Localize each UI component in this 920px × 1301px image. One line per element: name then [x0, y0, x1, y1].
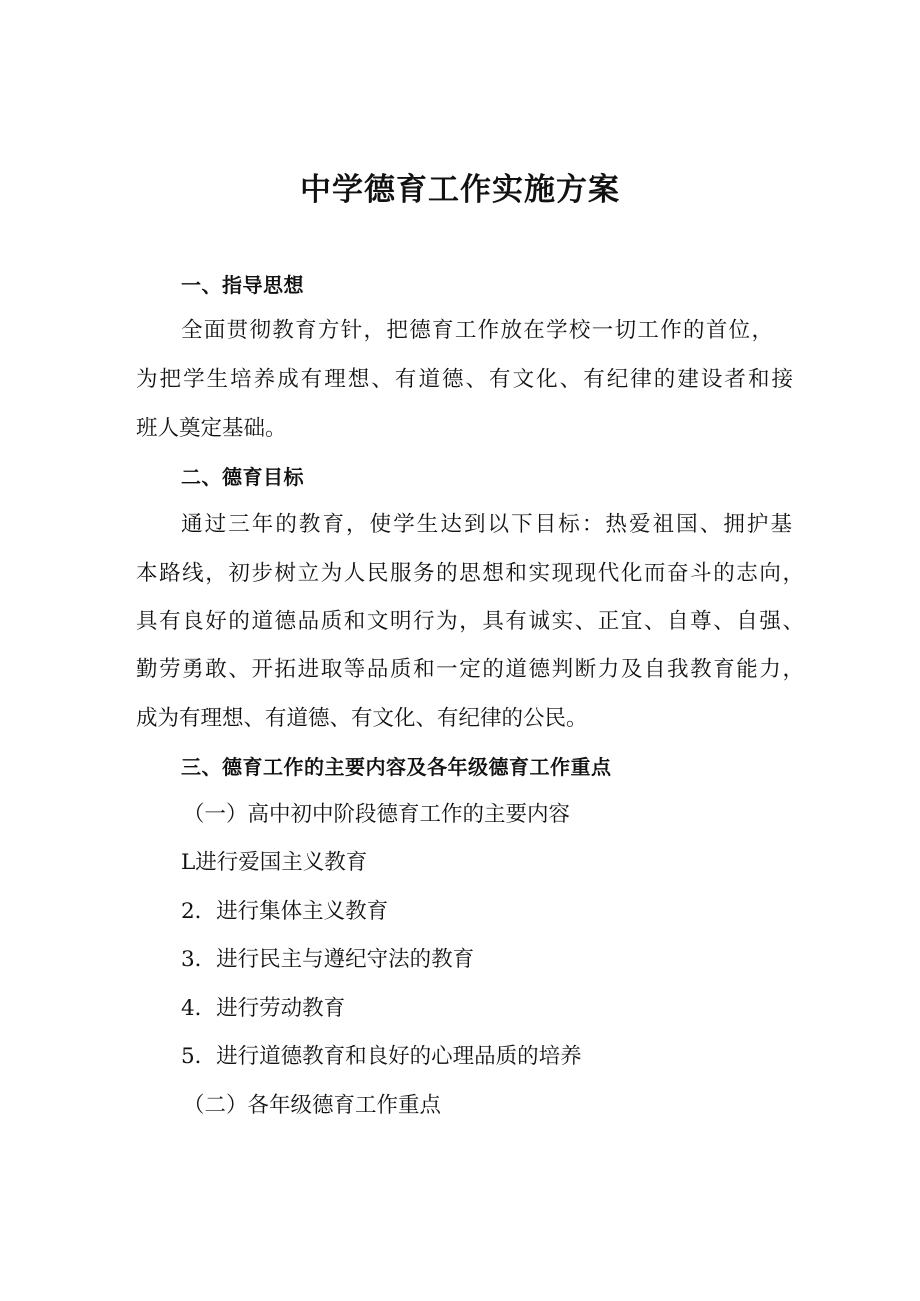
section-heading-moral-goals: 二、德育目标 [181, 465, 304, 489]
list-item: L进行爱国主义教育 [181, 850, 368, 875]
paragraph-line: 本路线，初步树立为人民服务的思想和实现现代化而奋斗的志向， [136, 561, 804, 586]
list-item: 4．进行劳动教育 [181, 996, 346, 1021]
paragraph-line: 成为有理想、有道德、有文化、有纪律的公民。 [136, 706, 588, 731]
subheading-grade-focus: （二）各年级德育工作重点 [183, 1093, 442, 1118]
list-item: 3．进行民主与遵纪守法的教育 [181, 947, 475, 972]
section-heading-guiding-ideology: 一、指导思想 [181, 273, 304, 297]
paragraph-line: 通过三年的教育，使学生达到以下目标：热爱祖国、拥护基 [181, 512, 792, 537]
paragraph-line: 为把学生培养成有理想、有道德、有文化、有纪律的建设者和接 [136, 367, 793, 392]
subheading-main-content: （一）高中初中阶段德育工作的主要内容 [183, 802, 571, 827]
document-title: 中学德育工作实施方案 [300, 172, 620, 208]
list-item: 5．进行道德教育和良好的心理品质的培养 [181, 1044, 582, 1069]
section-heading-main-content: 三、德育工作的主要内容及各年级德育工作重点 [181, 755, 612, 779]
list-item: 2．进行集体主义教育 [181, 899, 389, 924]
paragraph-line: 具有良好的道德品质和文明行为，具有诚实、正宜、自尊、自强、 [136, 609, 804, 634]
paragraph-line: 班人奠定基础。 [136, 416, 287, 441]
paragraph-line: 勤劳勇敢、开拓进取等品质和一定的道德判断力及自我教育能力， [136, 657, 804, 682]
paragraph-line: 全面贯彻教育方针，把德育工作放在学校一切工作的首位， [181, 318, 773, 343]
